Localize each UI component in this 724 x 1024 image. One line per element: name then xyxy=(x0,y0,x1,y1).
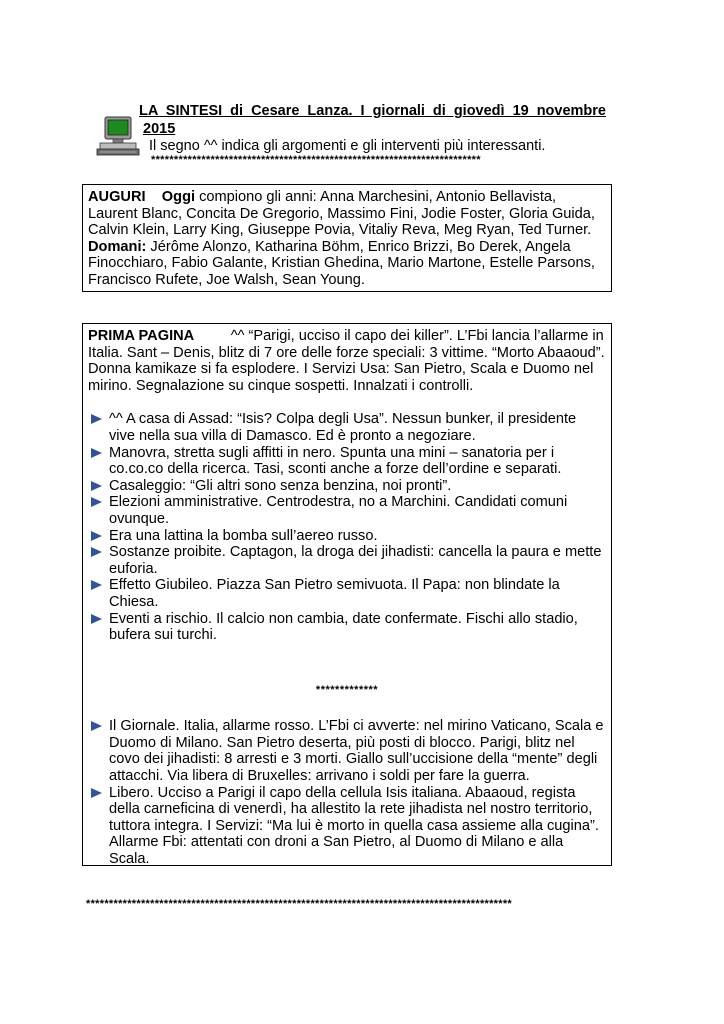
auguri-label: AUGURI xyxy=(88,189,146,205)
list-item: Effetto Giubileo. Piazza San Pietro semivuota. Il Papa: non blindate la Chiesa. xyxy=(88,577,606,610)
triangle-bullet-icon xyxy=(91,481,102,491)
section-separator: ************* xyxy=(315,683,379,696)
oggi-text: compiono gli anni: Anna Marchesini, Antonio Bellavista, Laurent Blanc, Concita De Gregorio, Massimo Fini, Jodie Foster, Gloria Guida, Calvin Klein, Larry King, Giuseppe Povia, Vitaliy Reva, Meg Ryan, Ted Turner. xyxy=(88,189,595,239)
triangle-bullet-icon xyxy=(91,547,102,557)
triangle-bullet-icon xyxy=(91,531,102,541)
prima-pagina-intro xyxy=(88,328,606,394)
list-item: Sostanze proibite. Captagon, la droga dei jihadisti: cancella la paura e mette euforia. xyxy=(88,544,606,577)
news-list xyxy=(88,411,606,643)
list-item: Era una lattina la bomba sull’aereo russo. xyxy=(88,528,606,545)
triangle-bullet-icon xyxy=(91,448,102,458)
triangle-bullet-icon xyxy=(91,580,102,590)
triangle-bullet-icon xyxy=(91,497,102,507)
domani-text: Jérôme Alonzo, Katharina Böhm, Enrico Brizzi, Bo Derek, Angela Finocchiaro, Fabio Galante, Kristian Ghedina, Mario Martone, Estelle Parsons, Francisco Rufete, Joe Walsh, Sean Young. xyxy=(88,238,595,288)
list-item: Il Giornale. Italia, allarme rosso. L’Fbi ci avverte: nel mirino Vaticano, Scala e Duomo di Milano. San Pietro deserta, più posti di blocco. Parigi, blitz nel covo dei jihadisti: 8 arresti e 3 morti. Giallo sull’uccisione della “mente” degli attacchi. Via libera di Bruxelles: arrivano i soldi per fare la guerra. xyxy=(88,718,606,784)
auguri-box xyxy=(82,184,612,292)
prima-pagina-box xyxy=(82,323,612,866)
triangle-bullet-icon xyxy=(91,414,102,424)
prima-pagina-label: PRIMA PAGINA xyxy=(88,328,195,344)
list-item: ^^ A casa di Assad: “Isis? Colpa degli Usa”. Nessun bunker, il presidente vive nella sua villa di Damasco. Ed è pronto a negoziare. xyxy=(88,411,606,444)
news-list-2 xyxy=(88,718,606,867)
domani-label: Domani: xyxy=(88,238,147,255)
list-item: Libero. Ucciso a Parigi il capo della cellula Isis italiana. Abaaoud, regista della carneficina di venerdì, ha allestito la rete jihadista nel nostro territorio, tuttora integra. I Servizi: “Ma lui è morto in quella casa assieme alla cugina”. Allarme Fbi: attentati con droni a San Pietro, al Duomo di Milano e alla Scala. xyxy=(88,785,606,868)
header-separator: ************************************************************************ xyxy=(151,154,481,166)
legend-note: Il segno ^^ indica gli argomenti e gli interventi più interessanti. xyxy=(149,138,546,154)
document-title: LA SINTESI di Cesare Lanza. I giornali di giovedì 19 novembre xyxy=(139,103,606,119)
list-item: Eventi a rischio. Il calcio non cambia, date confermate. Fischi allo stadio, bufera sui turchi. xyxy=(88,611,606,644)
triangle-bullet-icon xyxy=(91,614,102,624)
document-title-year: 2015 xyxy=(143,121,176,137)
computer-icon xyxy=(96,116,140,156)
oggi-label: Oggi xyxy=(161,189,196,205)
list-item: Elezioni amministrative. Centrodestra, no a Marchini. Candidati comuni ovunque. xyxy=(88,494,606,527)
prima-pagina-text: ^^ “Parigi, ucciso il capo dei killer”. L’Fbi lancia l’allarme in Italia. Sant – Denis, blitz di 7 ore delle forze speciali: 3 vittime. “Morto Abaaoud”. Donna kamikaze si fa esplodere. I Servizi Usa: San Pietro, Scala e Duomo nel mirino. Segnalazione su cinque sospetti. Innalzati i controlli. xyxy=(88,328,605,394)
list-item: Casaleggio: “Gli altri sono senza benzina, noi pronti”. xyxy=(88,478,606,495)
footer-separator: ********************************************************************************************* xyxy=(86,898,513,910)
list-item: Manovra, stretta sugli affitti in nero. Spunta una mini – sanatoria per i co.co.co della ricerca. Tasi, sconti anche a forze dell’ordine e separati. xyxy=(88,445,606,478)
triangle-bullet-icon xyxy=(91,788,102,798)
triangle-bullet-icon xyxy=(91,721,102,731)
